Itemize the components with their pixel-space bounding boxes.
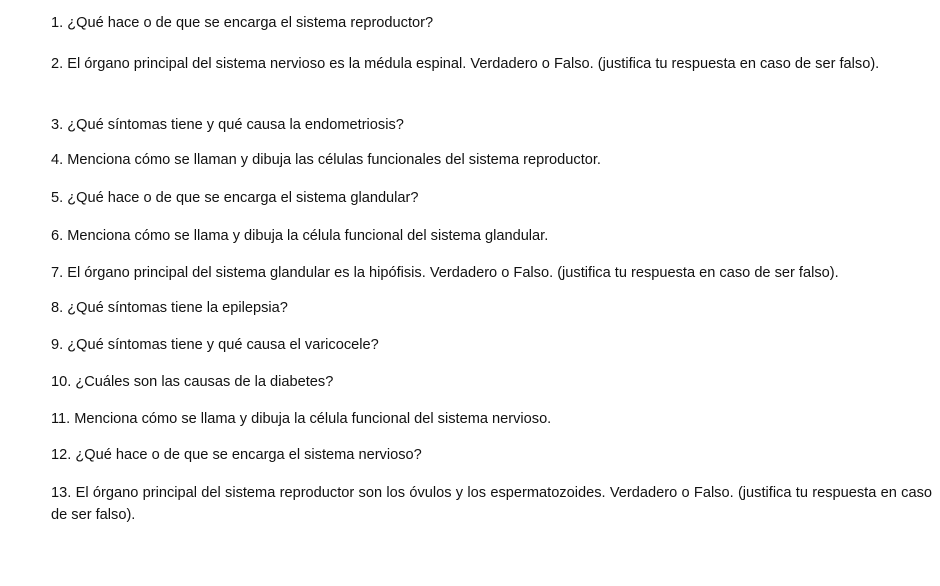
- question-1: 1. ¿Qué hace o de que se encarga el sistema reproductor?: [51, 15, 434, 31]
- question-7: 7. El órgano principal del sistema glandular es la hipófisis. Verdadero o Falso. (justifica tu respuesta en caso de ser falso).: [51, 265, 839, 281]
- question-13: 13. El órgano principal del sistema reproductor son los óvulos y los espermatozoides. Verdadero o Falso. (justifica tu respuesta en caso de ser falso).: [51, 485, 932, 523]
- question-4: 4. Menciona cómo se llaman y dibuja las células funcionales del sistema reproductor.: [51, 152, 601, 168]
- question-2: 2. El órgano principal del sistema nervioso es la médula espinal. Verdadero o Falso. (justifica tu respuesta en caso de ser falso).: [51, 56, 880, 72]
- question-3: 3. ¿Qué síntomas tiene y qué causa la endometriosis?: [51, 117, 404, 133]
- question-12: 12. ¿Qué hace o de que se encarga el sistema nervioso?: [51, 447, 422, 463]
- question-5: 5. ¿Qué hace o de que se encarga el sistema glandular?: [51, 190, 419, 206]
- question-8: 8. ¿Qué síntomas tiene la epilepsia?: [51, 300, 288, 316]
- question-9: 9. ¿Qué síntomas tiene y qué causa el varicocele?: [51, 337, 379, 353]
- question-11: 11. Menciona cómo se llama y dibuja la célula funcional del sistema nervioso.: [51, 411, 552, 427]
- question-10: 10. ¿Cuáles son las causas de la diabetes?: [51, 374, 334, 390]
- question-6: 6. Menciona cómo se llama y dibuja la célula funcional del sistema glandular.: [51, 228, 549, 244]
